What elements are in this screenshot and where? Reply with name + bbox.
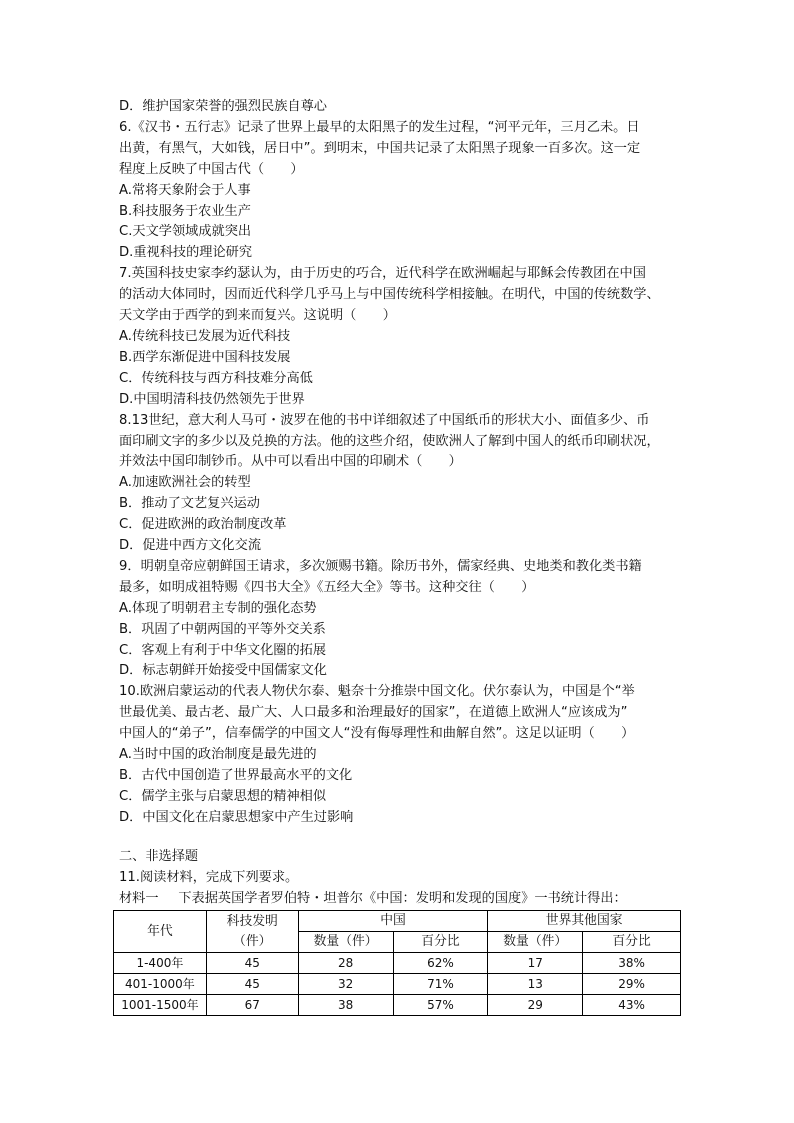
- document-page: [119, 97, 689, 1016]
- option-a-q10: A.当时中国的政治制度是最先进的: [119, 747, 317, 763]
- table-header-row-1: [114, 911, 681, 932]
- option-a-q8: A.加速欧洲社会的转型: [119, 475, 251, 491]
- option-d-q6: D.重视科技的理论研究: [119, 245, 253, 261]
- option-c-q8: C．促进欧洲的政治制度改革: [119, 517, 287, 533]
- header-world-pct: 百分比: [583, 932, 681, 953]
- table-row: [114, 953, 681, 974]
- option-d-q9: D．标志朝鲜开始接受中国儒家文化: [119, 663, 327, 679]
- question-8-line-2: 面印刷文字的多少以及兑换的方法。他的这些介绍，使欧洲人了解到中国人的纸币印刷状况，: [119, 433, 660, 449]
- option-c-q6: C.天文学领域成就突出: [119, 224, 252, 240]
- option-c-q7: C．传统科技与西方科技难分高低: [119, 370, 313, 386]
- cell-world-count: 29: [488, 995, 583, 1016]
- material-text: 下表据英国学者罗伯特・坦普尔《中国：发明和发现的国度》一书统计得出：: [178, 890, 627, 906]
- option-b-q7: B.西学东渐促进中国科技发展: [119, 349, 291, 365]
- option-a-q9: A.体现了明朝君主专制的强化态势: [119, 600, 317, 616]
- header-china: 中国: [298, 911, 488, 932]
- table-row: [114, 995, 681, 1016]
- cell-world-pct: 38%: [583, 953, 681, 974]
- question-10-line-1: 10.欧洲启蒙运动的代表人物伏尔泰、魁奈十分推崇中国文化。伏尔泰认为，中国是个“举: [119, 684, 635, 700]
- header-world-count: 数量（件）: [488, 932, 583, 953]
- cell-era: 1001-1500年: [114, 995, 207, 1016]
- cell-era: 1-400年: [114, 953, 207, 974]
- header-inventions-unit: （件）: [233, 933, 272, 949]
- question-9-line-2: 最多，如明成祖特赐《四书大全》《五经大全》等书。这种交往（ ）: [119, 579, 535, 595]
- question-7-line-2: 的活动大体同时，因而近代科学几乎马上与中国传统科学相接触。在明代，中国的传统数学、: [119, 287, 660, 303]
- question-10-line-2: 世最优美、最古老、最广大、人口最多和治理最好的国家”，在道德上欧洲人“应该成为”: [119, 705, 628, 721]
- cell-china-pct: 71%: [393, 974, 488, 995]
- question-11-prompt: 11.阅读材料，完成下列要求。: [119, 869, 299, 885]
- header-era: 年代: [114, 911, 207, 953]
- header-world: 世界其他国家: [488, 911, 681, 932]
- cell-china-pct: 57%: [393, 995, 488, 1016]
- invention-statistics-table: [113, 910, 681, 1016]
- option-a-q6: A.常将天象附会于人事: [119, 182, 251, 198]
- question-8-line-1: 8.13世纪，意大利人马可・波罗在他的书中详细叙述了中国纸币的形状大小、面值多少、币: [119, 412, 650, 428]
- option-c-q10: C．儒学主张与启蒙思想的精神相似: [119, 788, 327, 804]
- option-c-q9: C．客观上有利于中华文化圈的拓展: [119, 642, 327, 658]
- cell-world-pct: 43%: [583, 995, 681, 1016]
- cell-world-count: 13: [488, 974, 583, 995]
- cell-world-pct: 29%: [583, 974, 681, 995]
- question-9-line-1: 9．明朝皇帝应朝鲜国王请求，多次颁赐书籍。除历书外，儒家经典、史地类和教化类书籍: [119, 558, 642, 574]
- cell-era: 401-1000年: [114, 974, 207, 995]
- section-heading: 二、非选择题: [119, 848, 199, 864]
- cell-china-count: 32: [298, 974, 393, 995]
- material-one-intro: [119, 889, 689, 910]
- cell-china-count: 28: [298, 953, 393, 974]
- cell-world-count: 17: [488, 953, 583, 974]
- question-7-line-1: 7.英国科技史家李约瑟认为，由于历史的巧合，近代科学在欧洲崛起与耶稣会传教团在中国: [119, 266, 646, 282]
- question-6-line-1: 6.《汉书・五行志》记录了世界上最早的太阳黑子的发生过程，“河平元年，三月乙未。日: [119, 119, 640, 135]
- cell-inventions: 67: [206, 995, 298, 1016]
- option-b-q8: B．推动了文艺复兴运动: [119, 496, 260, 512]
- question-8-line-3: 并效法中国印制钞币。从中可以看出中国的印刷术（ ）: [119, 454, 462, 470]
- cell-inventions: 45: [206, 974, 298, 995]
- cell-china-pct: 62%: [393, 953, 488, 974]
- option-d-q7: D.中国明清科技仍然领先于世界: [119, 391, 305, 407]
- option-d-q10: D．中国文化在启蒙思想家中产生过影响: [119, 809, 354, 825]
- option-a-q7: A.传统科技已发展为近代科技: [119, 328, 291, 344]
- cell-china-count: 38: [298, 995, 393, 1016]
- header-inventions-label: 科技发明: [226, 913, 278, 929]
- question-7-line-3: 天文学由于西学的到来而复兴。这说明（ ）: [119, 308, 396, 324]
- header-china-pct: 百分比: [393, 932, 488, 953]
- table-row: [114, 974, 681, 995]
- header-china-count: 数量（件）: [298, 932, 393, 953]
- section-spacer: [119, 829, 689, 847]
- question-6-line-2: 出黄，有黑气，大如钱，居日中”。到明末，中国共记录了太阳黑子现象一百多次。这一定: [119, 140, 641, 156]
- option-d-q5: D．维护国家荣誉的强烈民族自尊心: [119, 99, 327, 114]
- cell-inventions: 45: [206, 953, 298, 974]
- option-d-q8: D．促进中西方文化交流: [119, 538, 262, 554]
- material-label: 材料一: [119, 890, 159, 906]
- question-10-line-3: 中国人的“弟子”，信奉儒学的中国文人“没有侮辱理性和曲解自然”。这足以证明（ ）: [119, 726, 635, 742]
- option-b-q10: B．古代中国创造了世界最高水平的文化: [119, 768, 353, 783]
- option-b-q9: B．巩固了中朝两国的平等外交关系: [119, 621, 326, 637]
- header-inventions: [206, 911, 298, 953]
- question-6-line-3: 程度上反映了中国古代（ ）: [119, 161, 304, 177]
- option-b-q6: B.科技服务于农业生产: [119, 203, 251, 219]
